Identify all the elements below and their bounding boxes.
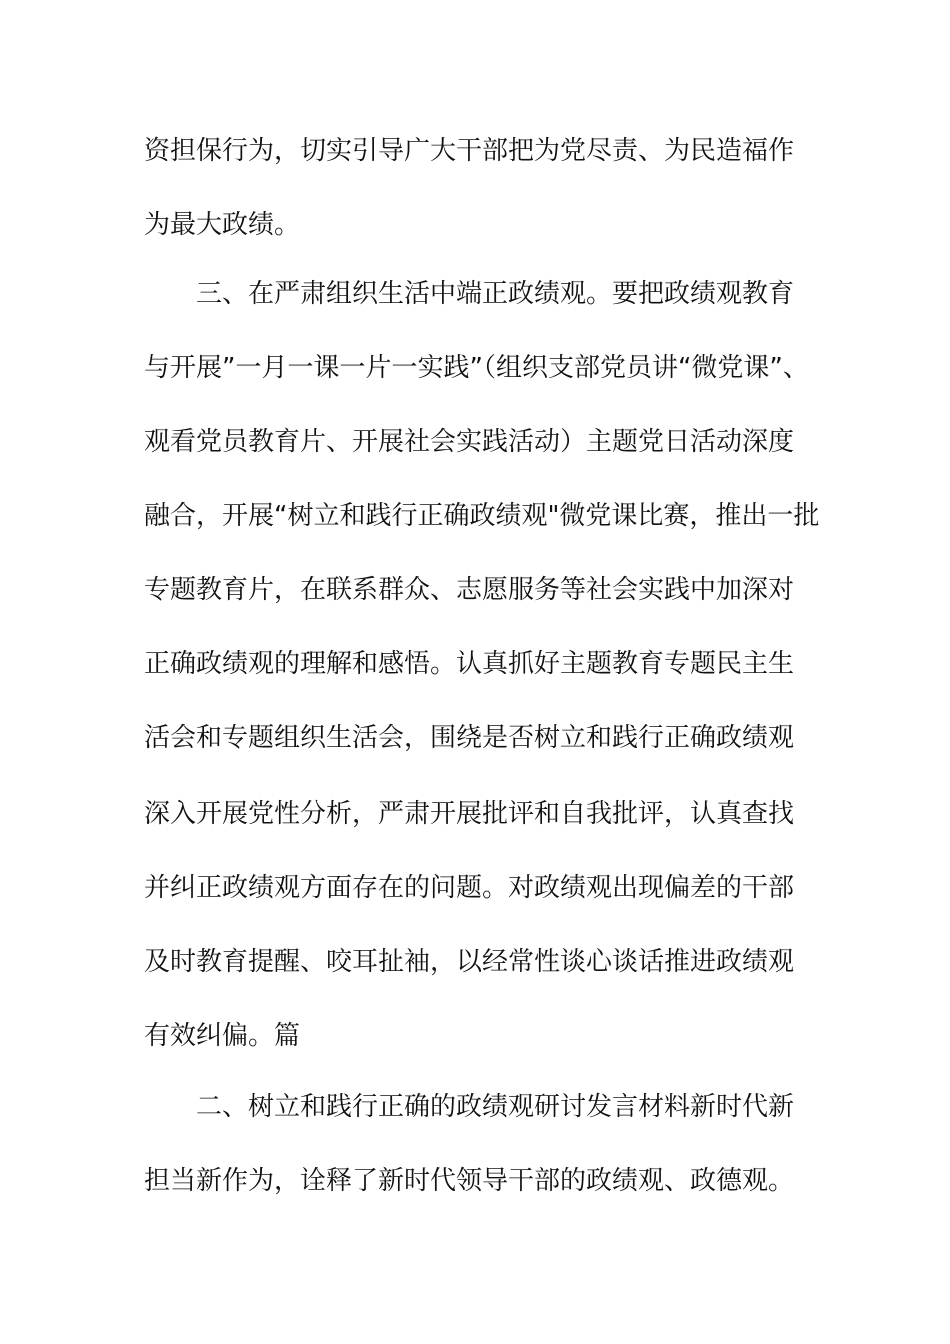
section-two-heading-line: 二、树立和践行正确的政绩观研讨发言材料新时代新 — [196, 1092, 795, 1122]
paragraph-line: 活会和专题组织生活会，围绕是否树立和践行正确政绩观 — [144, 723, 795, 753]
paragraph-line: 并纠正政绩观方面存在的问题。对政绩观出现偏差的干部 — [144, 873, 795, 903]
paragraph-line: 担当新作为，诠释了新时代领导干部的政绩观、政德观。 — [144, 1166, 795, 1196]
paragraph-line: 与开展”一月一课一片一实践”（组织支部党员讲“微党课”、 — [144, 353, 809, 383]
paragraph-line: 观看党员教育片、开展社会实践活动）主题党日活动深度 — [144, 427, 795, 457]
paragraph-line: 及时教育提醒、咬耳扯袖，以经常性谈心谈话推进政绩观 — [144, 947, 795, 977]
paragraph-line: 深入开展党性分析，严肃开展批评和自我批评，认真查找 — [144, 799, 795, 829]
paragraph-line: 融合，开展“树立和践行正确政绩观"微党课比赛，推出一批 — [144, 501, 820, 531]
paragraph-line: 专题教育片，在联系群众、志愿服务等社会实践中加深对 — [144, 575, 795, 605]
paragraph-line: 资担保行为，切实引导广大干部把为党尽责、为民造福作 — [144, 136, 795, 166]
paragraph-line: 为最大政绩。 — [144, 210, 301, 240]
section-three-heading-line: 三、在严肃组织生活中端正政绩观。要把政绩观教育 — [196, 279, 795, 309]
paragraph-line: 正确政绩观的理解和感悟。认真抓好主题教育专题民主生 — [144, 649, 795, 679]
paragraph-line: 有效纠偏。篇 — [144, 1021, 301, 1051]
